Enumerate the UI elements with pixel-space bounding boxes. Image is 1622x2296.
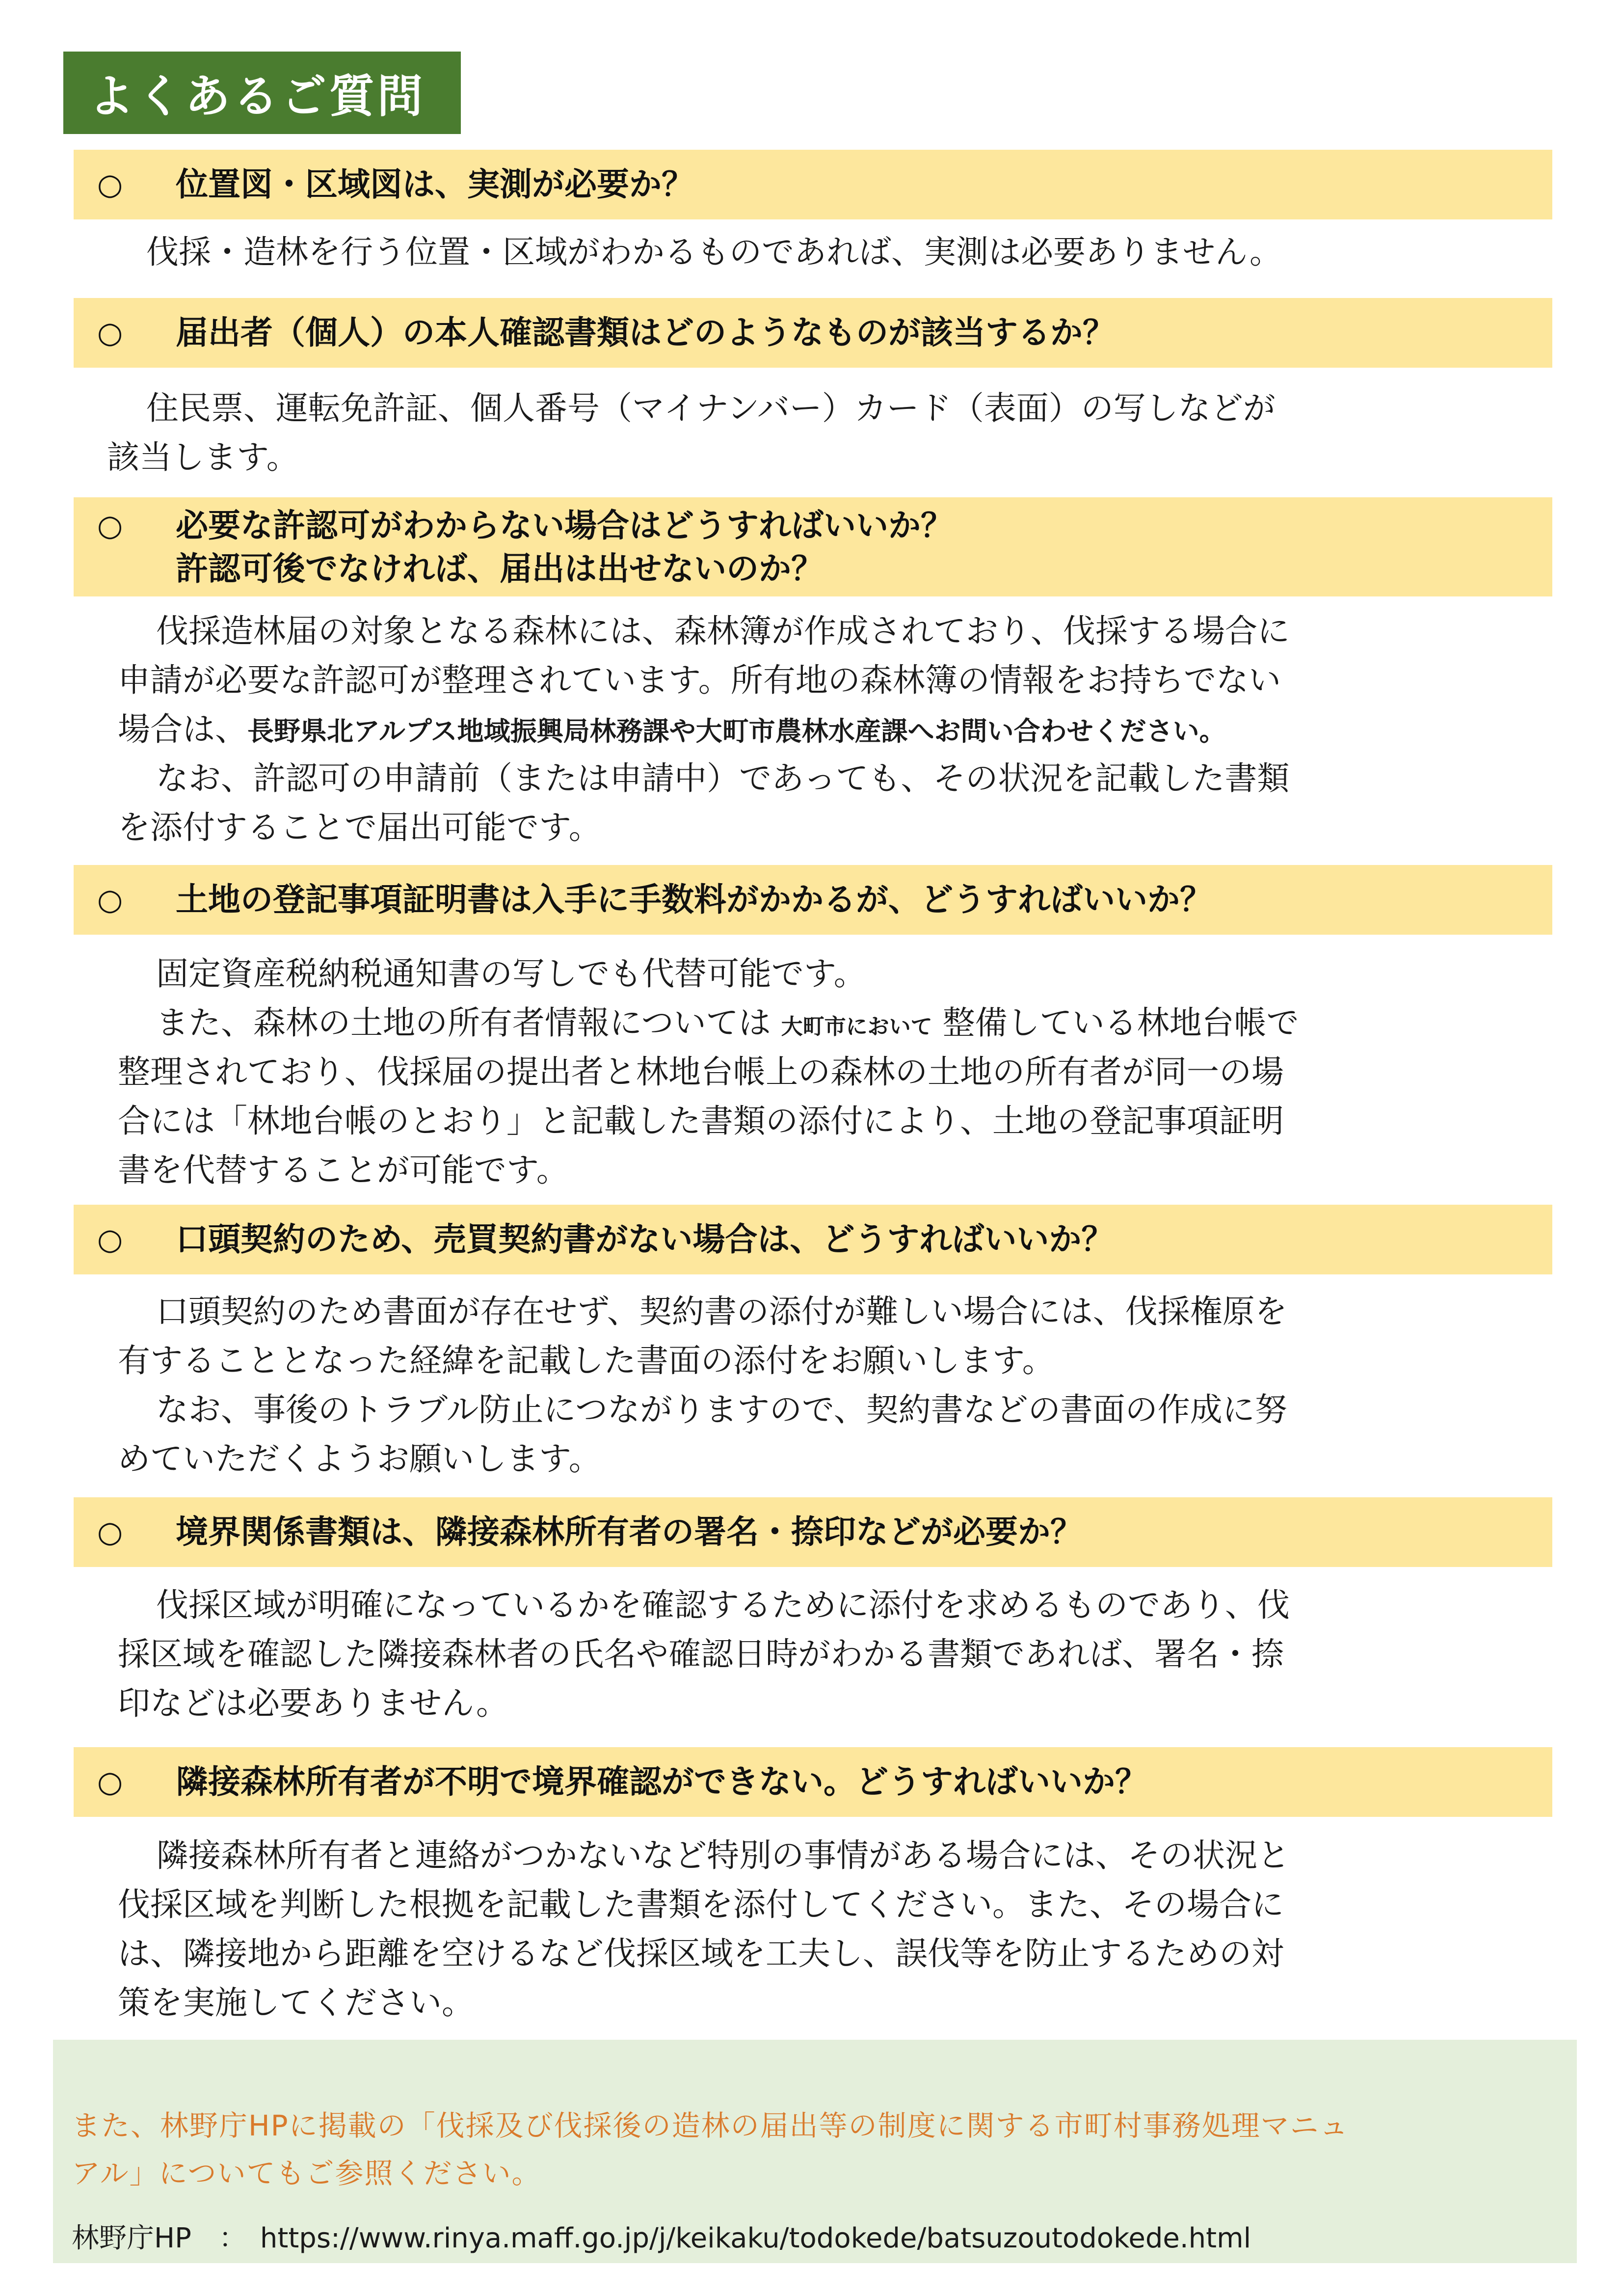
answer-2-line-1: 住民票、運転免許証、個人番号（マイナンバー）カード（表面）の写しなどが xyxy=(146,389,1276,427)
question-mark-5: ○ xyxy=(97,1222,123,1257)
answer-4-line-2b: 整備している林地台帳で xyxy=(942,1004,1299,1042)
rinya-url-link[interactable]: 林野庁HP ： https://www.rinya.maff.go.jp/j/keikaku/todokede/batsuzoutodokede.html xyxy=(72,2222,1251,2254)
question-mark-3: ○ xyxy=(97,509,123,543)
answer-7-line-2: 伐採区域を判断した根拠を記載した書類を添付してください。また、その場合に xyxy=(118,1886,1284,1923)
question-4-text: 土地の登記事項証明書は入手に手数料がかかるが、どうすればいいか？ xyxy=(176,881,1212,918)
answer-5-line-1: 口頭契約のため書面が存在せず、契約書の添付が難しい場合には、伐採権原を xyxy=(156,1293,1287,1330)
answer-7-line-3: は、隣接地から距離を空けるなど伐採区域を工夫し、誤伐等を防止するための対 xyxy=(118,1935,1284,1972)
answer-4-line-2a: また、森林の土地の所有者情報については xyxy=(156,1004,771,1042)
answer-7-line-1: 隣接森林所有者と連絡がつかないなど特別の事情がある場合には、その状況と xyxy=(156,1837,1290,1874)
answer-5-line-3: なお、事後のトラブル防止につながりますので、契約書などの書面の作成に努 xyxy=(156,1391,1287,1429)
answer-6-line-2: 採区域を確認した隣接森林者の氏名や確認日時がわかる書類であれば、署名・捺 xyxy=(118,1635,1284,1673)
question-5-text: 口頭契約のため、売買契約書がない場合は、どうすればいいか？ xyxy=(176,1220,1114,1258)
answer-3-line-1: 伐採造林届の対象となる森林には、森林簿が作成されており、伐採する場合に xyxy=(156,612,1290,650)
question-mark-1: ○ xyxy=(97,167,123,202)
page-title: よくあるご質問 xyxy=(89,70,426,123)
question-3-text-1: 必要な許認可がわからない場合はどうすればいいか？ xyxy=(176,507,953,544)
answer-3-line-3 xyxy=(118,704,1226,757)
question-mark-4: ○ xyxy=(97,883,123,917)
question-bar-2 xyxy=(74,298,1552,368)
answer-4-line-1: 固定資産税納税通知書の写しでも代替可能です。 xyxy=(156,955,866,993)
contact-offices: 長野県北アルプス地域振興局林務課や大町市農林水産課へお問い合わせください。 xyxy=(247,716,1226,747)
question-mark-2: ○ xyxy=(97,316,123,350)
answer-3-line-2: 申請が必要な許認可が整理されています。所有地の森林簿の情報をお持ちでない xyxy=(118,661,1281,699)
question-bar-4 xyxy=(74,865,1552,935)
question-mark-6: ○ xyxy=(97,1515,123,1549)
answer-2-line-2: 該当します。 xyxy=(107,438,299,476)
answer-3-line-5: を添付することで届出可能です。 xyxy=(118,809,601,846)
answer-6-line-1: 伐採区域が明確になっているかを確認するために添付を求めるものであり、伐 xyxy=(156,1586,1290,1624)
note-line-2: アル」についてもご参照ください。 xyxy=(72,2157,541,2190)
question-bar-1 xyxy=(74,150,1552,219)
answer-4-line-5: 書を代替することが可能です。 xyxy=(118,1151,569,1189)
answer-3-line-3a: 場合は、 xyxy=(118,710,247,748)
question-bar-5 xyxy=(74,1205,1552,1274)
answer-3-line-4: なお、許認可の申請前（または申請中）であっても、その状況を記載した書類 xyxy=(156,759,1290,797)
question-3-text-2: 許認可後でなければ、届出は出せないのか？ xyxy=(176,550,824,588)
question-bar-6 xyxy=(74,1497,1552,1567)
reference-note-box xyxy=(53,2040,1577,2263)
answer-6-line-3: 印などは必要ありません。 xyxy=(118,1684,508,1722)
page-title-banner xyxy=(63,52,461,134)
note-line-1: また、林野庁HPに掲載の「伐採及び伐採後の造林の届出等の制度に関する市町村事務処理マニュ xyxy=(72,2109,1349,2142)
question-bar-3 xyxy=(74,497,1552,596)
answer-5-line-2: 有することとなった経緯を記載した書面の添付をお願いします。 xyxy=(118,1342,1055,1379)
question-6-text: 境界関係書類は、隣接森林所有者の署名・捺印などが必要か？ xyxy=(176,1513,1083,1551)
question-7-text: 隣接森林所有者が不明で境界確認ができない。どうすればいいか？ xyxy=(176,1763,1147,1801)
answer-5-line-4: めていただくようお願いします。 xyxy=(118,1440,601,1478)
question-2-text: 届出者（個人）の本人確認書類はどのようなものが該当するか？ xyxy=(176,314,1115,351)
answer-7-line-4: 策を実施してください。 xyxy=(118,1984,474,2022)
answer-4-line-2 xyxy=(156,998,1299,1053)
question-mark-7: ○ xyxy=(97,1765,123,1799)
question-bar-7 xyxy=(74,1747,1552,1817)
answer-1-line-1: 伐採・造林を行う位置・区域がわかるものであれば、実測は必要ありません。 xyxy=(146,233,1282,271)
omachi-city-note: 大町市において xyxy=(781,1014,932,1039)
question-1-text: 位置図・区域図は、実測が必要か？ xyxy=(176,165,694,203)
answer-4-line-3: 整理されており、伐採届の提出者と林地台帳上の森林の土地の所有者が同一の場 xyxy=(118,1053,1284,1091)
answer-4-line-4: 合には「林地台帳のとおり」と記載した書類の添付により、土地の登記事項証明 xyxy=(118,1102,1284,1140)
